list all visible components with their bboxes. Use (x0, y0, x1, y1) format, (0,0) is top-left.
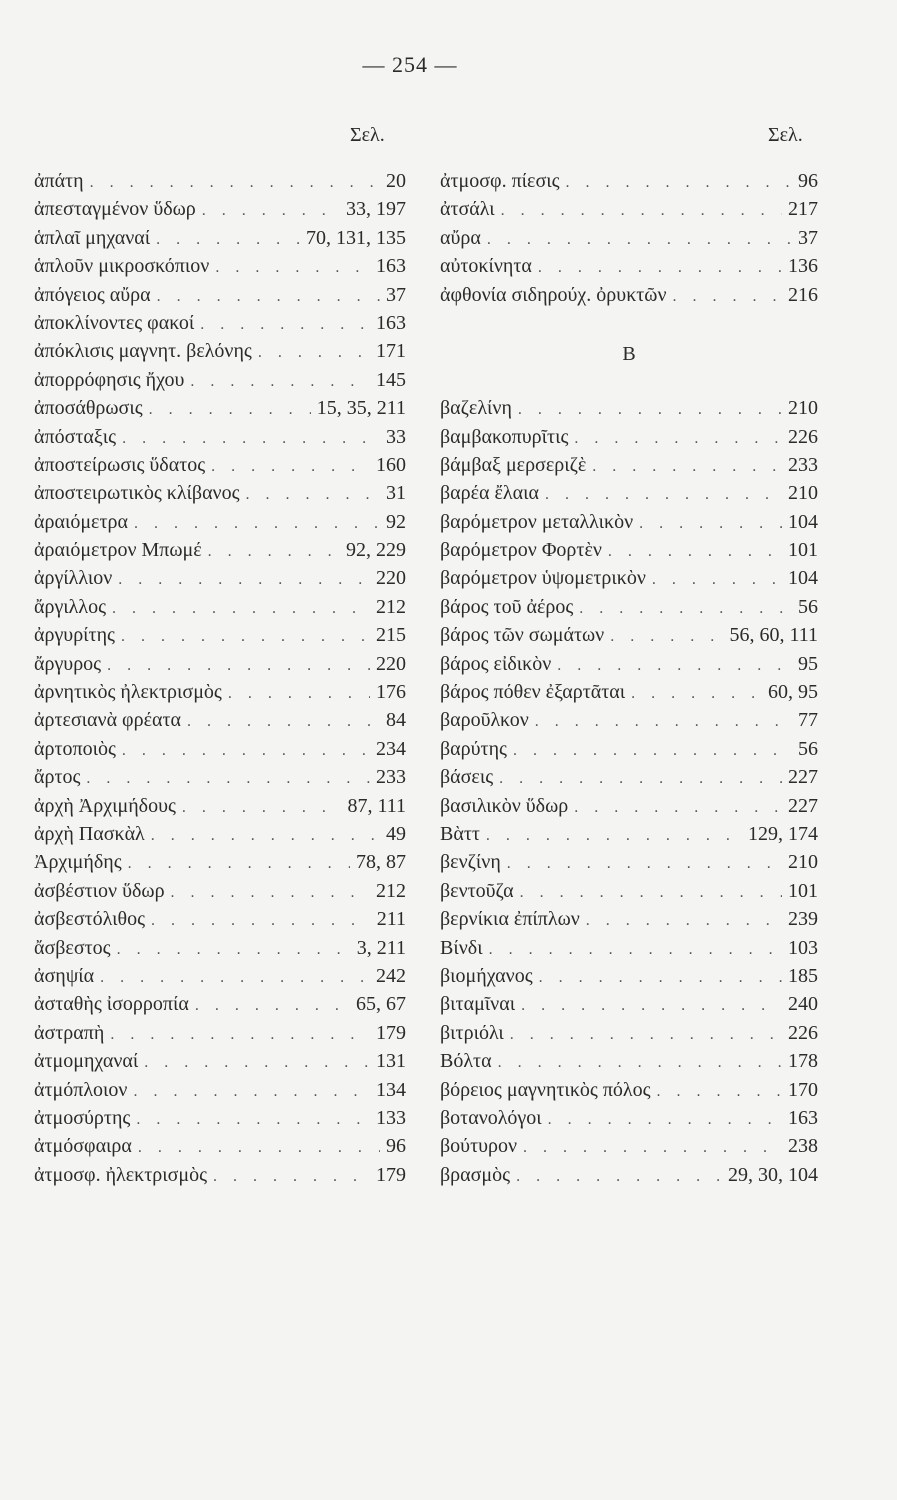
entry-pages: 163 (788, 1106, 818, 1129)
dot-leader (122, 742, 370, 760)
entry-pages: 33 (386, 425, 406, 448)
entry-pages: 233 (376, 766, 406, 789)
index-entry (34, 198, 406, 226)
dot-leader (516, 1168, 722, 1186)
dot-leader (117, 941, 351, 959)
entry-pages: 33, 197 (346, 198, 406, 221)
entry-pages: 210 (788, 397, 818, 420)
dot-leader (134, 515, 380, 533)
entry-pages: 60, 95 (768, 681, 818, 704)
entry-term: ἀποκλίνοντες φακοί (34, 311, 195, 334)
entry-term: ἁπλοῦν μικροσκόπιον (34, 255, 210, 278)
dot-leader (211, 458, 370, 476)
entry-pages: 131 (376, 1050, 406, 1073)
entry-term: βαζελίνη (440, 397, 512, 420)
index-entry (440, 284, 818, 312)
index-entry (440, 198, 818, 226)
index-entry (440, 567, 818, 595)
entry-term: ἀποσάθρωσις (34, 397, 143, 420)
dot-leader (513, 742, 792, 760)
entry-term: ἀπορρόφησις ἤχου (34, 368, 185, 391)
entry-term: βαρόμετρον μεταλλικὸν (440, 510, 634, 533)
dot-leader (523, 1139, 782, 1157)
right-column-header: Σελ. (768, 124, 803, 146)
dot-leader (107, 657, 370, 675)
index-entry (440, 1135, 818, 1163)
entry-pages: 185 (788, 964, 818, 987)
entry-pages: 216 (788, 283, 818, 306)
dot-leader (498, 1054, 782, 1072)
letter-heading-beta: Β (622, 343, 636, 366)
index-entry (440, 937, 818, 965)
index-entry (34, 937, 406, 965)
dot-leader (136, 1111, 370, 1129)
entry-pages: 78, 87 (356, 851, 406, 874)
dot-leader (182, 799, 342, 817)
entry-pages: 101 (788, 879, 818, 902)
entry-pages: 20 (386, 170, 406, 192)
dot-leader (521, 997, 782, 1015)
dot-leader (518, 401, 782, 419)
entry-term: ἄργυρος (34, 652, 102, 675)
index-entry (34, 1022, 406, 1050)
entry-term: ἀφθονία σιδηρούχ. ὀρυκτῶν (440, 283, 667, 306)
entry-term: Βόλτα (440, 1050, 492, 1073)
index-entry (440, 397, 818, 425)
entry-term: ἀραιόμετρον Μπωμέ (34, 539, 202, 562)
entry-pages: 37 (798, 226, 818, 249)
dot-leader (499, 770, 782, 788)
dot-leader (258, 344, 370, 362)
dot-leader (118, 571, 370, 589)
entry-pages: 56 (798, 737, 818, 760)
entry-term: ἀσβεστόλιθος (34, 908, 145, 931)
entry-pages: 227 (788, 794, 818, 817)
entry-term: ἀσβέστιον ὕδωρ (34, 879, 165, 902)
dot-leader (202, 202, 340, 220)
entry-pages: 49 (386, 822, 406, 845)
dot-leader (520, 884, 782, 902)
dot-leader (501, 202, 782, 220)
entry-pages: 145 (376, 368, 406, 391)
dot-leader (592, 458, 782, 476)
dot-leader (566, 174, 792, 192)
index-entry (440, 1079, 818, 1107)
entry-pages: 239 (788, 908, 818, 931)
index-entry (440, 482, 818, 510)
entry-term: βάρος τῶν σωμάτων (440, 624, 605, 647)
entry-term: βιτριόλι (440, 1021, 504, 1044)
entry-term: βοτανολόγοι (440, 1106, 542, 1129)
index-entry (440, 851, 818, 879)
index-entry (440, 1022, 818, 1050)
index-entry (34, 596, 406, 624)
entry-term: ἀρνητικὸς ἠλεκτρισμὸς (34, 681, 222, 704)
entry-term: Ἀρχιμήδης (34, 851, 122, 874)
entry-term: βιταμῖναι (440, 993, 516, 1016)
entry-term: βερνίκια ἐπίπλων (440, 908, 580, 931)
index-entry (440, 681, 818, 709)
index-entry (440, 965, 818, 993)
dot-leader (128, 855, 350, 873)
index-entry (34, 1135, 406, 1163)
index-entry (34, 709, 406, 737)
dot-leader (574, 430, 782, 448)
index-entry (34, 880, 406, 908)
dot-leader (486, 827, 742, 845)
right-index-column (440, 170, 818, 1192)
entry-term: ἁπλαῖ μηχαναί (34, 226, 151, 249)
index-entry (34, 227, 406, 255)
entry-term: Βίνδι (440, 936, 483, 959)
entry-pages: 217 (788, 198, 818, 221)
entry-term: ἀπόκλισις μαγνητ. βελόνης (34, 340, 252, 363)
index-entry (34, 738, 406, 766)
entry-pages: 178 (788, 1050, 818, 1073)
dot-leader (510, 1026, 782, 1044)
entry-pages: 104 (788, 567, 818, 590)
entry-pages: 226 (788, 425, 818, 448)
entry-pages: 227 (788, 766, 818, 789)
entry-pages: 133 (376, 1106, 406, 1129)
page-number: — 254 — (362, 52, 458, 77)
entry-pages: 96 (386, 1135, 406, 1158)
entry-term: βαρόμετρον Φορτὲν (440, 539, 602, 562)
dot-leader (652, 571, 782, 589)
dot-leader (215, 259, 370, 277)
entry-term: βρασμὸς (440, 1163, 511, 1186)
entry-pages: 220 (376, 652, 406, 675)
index-entry (440, 227, 818, 255)
entry-term: ἄσβεστος (34, 936, 111, 959)
index-entry (440, 766, 818, 794)
entry-pages: 211 (376, 908, 406, 931)
entry-term: ἀτμοσφ. ἠλεκτρισμὸς (34, 1163, 208, 1186)
entry-pages: 77 (798, 709, 818, 732)
entry-term: Βὰττ (440, 822, 480, 845)
index-entry (34, 340, 406, 368)
entry-pages: 238 (788, 1135, 818, 1158)
index-entry (440, 1107, 818, 1135)
index-entry (34, 624, 406, 652)
entry-term: βούτυρον (440, 1135, 518, 1158)
entry-pages: 179 (376, 1021, 406, 1044)
entry-pages: 233 (788, 453, 818, 476)
entry-pages: 215 (376, 624, 406, 647)
dot-leader (639, 515, 782, 533)
dot-leader (138, 1139, 380, 1157)
entry-pages: 96 (798, 170, 818, 192)
entry-term: ἀποστείρωσις ὕδατος (34, 453, 206, 476)
entry-pages: 56, 60, 111 (729, 624, 818, 647)
entry-term: βάρος πόθεν ἐξαρτᾶται (440, 681, 626, 704)
entry-term: ἀπεσταγμένον ὕδωρ (34, 198, 196, 221)
entry-term: βαροῦλκον (440, 709, 529, 732)
index-entry (440, 1050, 818, 1078)
entry-pages: 70, 131, 135 (306, 226, 406, 249)
dot-leader (112, 600, 370, 618)
entry-pages: 210 (788, 851, 818, 874)
dot-leader (156, 231, 300, 249)
entry-pages: 242 (376, 964, 406, 987)
entry-pages: 240 (788, 993, 818, 1016)
entry-term: ἀπάτη (34, 170, 84, 192)
entry-term: βενζίνη (440, 851, 501, 874)
dot-leader (610, 628, 723, 646)
dot-leader (208, 543, 340, 561)
index-entry (34, 965, 406, 993)
dot-leader (100, 969, 370, 987)
entry-pages: 179 (376, 1163, 406, 1186)
dot-leader (487, 231, 792, 249)
entry-term: ἀτμόσφαιρα (34, 1135, 132, 1158)
index-entry (34, 1164, 406, 1192)
entry-term: ἀτμόπλοιον (34, 1078, 128, 1101)
index-entry (440, 624, 818, 652)
dot-leader (579, 600, 792, 618)
index-entry (34, 795, 406, 823)
entry-term: ἀποστειρωτικὸς κλίβανος (34, 482, 240, 505)
entry-pages: 56 (798, 595, 818, 618)
entry-pages: 210 (788, 482, 818, 505)
entry-term: ἄργιλλος (34, 595, 106, 618)
entry-pages: 31 (386, 482, 406, 505)
index-entry (34, 170, 406, 198)
entry-term: ἀρχὴ Ἀρχιμήδους (34, 794, 176, 817)
entry-term: βεντοῦζα (440, 879, 514, 902)
entry-term: αὐτοκίνητα (440, 255, 532, 278)
entry-pages: 212 (376, 879, 406, 902)
entry-term: ἀτμοσφ. πίεσις (440, 170, 560, 192)
index-entry (34, 1107, 406, 1135)
index-entry (440, 823, 818, 851)
index-entry (34, 766, 406, 794)
entry-term: βιομήχανος (440, 964, 533, 987)
entry-pages: 220 (376, 567, 406, 590)
index-entry (34, 851, 406, 879)
index-entry (34, 823, 406, 851)
entry-pages: 95 (798, 652, 818, 675)
entry-term: βάσεις (440, 766, 494, 789)
index-entry (440, 795, 818, 823)
dot-leader (157, 288, 380, 306)
index-entry (34, 454, 406, 482)
dot-leader (538, 259, 782, 277)
index-entry (440, 596, 818, 624)
entry-pages: 87, 111 (347, 794, 406, 817)
entry-term: αὔρα (440, 226, 481, 249)
entry-pages: 101 (788, 539, 818, 562)
index-entry (440, 709, 818, 737)
entry-pages: 37 (386, 283, 406, 306)
entry-term: ἀρτεσιανὰ φρέατα (34, 709, 181, 732)
index-entry (440, 738, 818, 766)
dot-leader (213, 1168, 370, 1186)
entry-pages: 171 (376, 340, 406, 363)
entry-pages: 176 (376, 681, 406, 704)
index-entry (34, 539, 406, 567)
entry-term: ἀργίλλιον (34, 567, 113, 590)
dot-leader (151, 912, 371, 930)
entry-term: ἀσταθὴς ἰσορροπία (34, 993, 189, 1016)
index-entry (440, 539, 818, 567)
entry-pages: 226 (788, 1021, 818, 1044)
index-entry (34, 511, 406, 539)
entry-pages: 136 (788, 255, 818, 278)
dot-leader (657, 1083, 782, 1101)
index-entry (34, 993, 406, 1021)
index-entry (34, 397, 406, 425)
entry-term: ἀπόγειος αὔρα (34, 283, 151, 306)
entry-term: βάρος εἰδικὸν (440, 652, 552, 675)
entry-term: βασιλικὸν ὕδωρ (440, 794, 569, 817)
dot-leader (535, 713, 792, 731)
entry-term: ἀρτοποιὸς (34, 737, 116, 760)
entry-pages: 160 (376, 453, 406, 476)
entry-pages: 84 (386, 709, 406, 732)
entry-pages: 104 (788, 510, 818, 533)
blank-line (440, 312, 818, 340)
dot-leader (608, 543, 782, 561)
entry-term: βαμβακοπυρῖτις (440, 425, 569, 448)
index-entry (440, 255, 818, 283)
dot-leader (90, 174, 380, 192)
index-entry (34, 1079, 406, 1107)
entry-pages: 234 (376, 737, 406, 760)
index-entry (34, 426, 406, 454)
dot-leader (133, 1083, 370, 1101)
index-entry (34, 908, 406, 936)
index-entry (440, 1164, 818, 1192)
index-entry (440, 880, 818, 908)
index-entry (440, 653, 818, 681)
entry-term: ἀστραπὴ (34, 1021, 105, 1044)
dot-leader (507, 855, 782, 873)
dot-leader (144, 1054, 370, 1072)
entry-term: ἀπόσταξις (34, 425, 117, 448)
left-index-column (34, 170, 406, 1192)
index-entry (34, 1050, 406, 1078)
index-entry (34, 482, 406, 510)
left-column-header: Σελ. (350, 124, 385, 146)
index-entry (34, 369, 406, 397)
entry-pages: 163 (376, 311, 406, 334)
entry-term: ἀραιόμετρα (34, 510, 128, 533)
index-entry (440, 170, 818, 198)
dot-leader (149, 401, 311, 419)
index-entry (34, 255, 406, 283)
entry-term: βαρέα ἔλαια (440, 482, 539, 505)
entry-term: ἀτσάλι (440, 198, 495, 221)
dot-leader (110, 1026, 370, 1044)
entry-pages: 65, 67 (356, 993, 406, 1016)
index-entry (440, 511, 818, 539)
dot-leader (195, 997, 350, 1015)
dot-leader (246, 486, 380, 504)
dot-leader (548, 1111, 782, 1129)
dot-leader (200, 316, 370, 334)
index-entry (34, 567, 406, 595)
index-entry (440, 454, 818, 482)
entry-pages: 15, 35, 211 (316, 397, 406, 420)
index-entry (34, 681, 406, 709)
entry-term: ἀτμομηχαναί (34, 1050, 139, 1073)
entry-term: ἄρτος (34, 766, 81, 789)
dot-leader (151, 827, 380, 845)
entry-term: βάμβαξ μερσεριζὲ (440, 453, 587, 476)
index-entry (34, 653, 406, 681)
entry-pages: 103 (788, 936, 818, 959)
dot-leader (586, 912, 782, 930)
dot-leader (187, 713, 380, 731)
dot-leader (539, 969, 782, 987)
entry-term: ἀρχὴ Πασκὰλ (34, 822, 145, 845)
entry-term: ἀσηψία (34, 964, 95, 987)
dot-leader (171, 884, 370, 902)
entry-term: βόρειος μαγνητικὸς πόλος (440, 1078, 651, 1101)
entry-pages: 3, 211 (356, 936, 406, 959)
index-entry (440, 908, 818, 936)
entry-term: βάρος τοῦ ἀέρος (440, 595, 574, 618)
index-entry (34, 312, 406, 340)
dot-leader (574, 799, 782, 817)
entry-term: βαρύτης (440, 737, 507, 760)
entry-pages: 92, 229 (346, 539, 406, 562)
entry-pages: 129, 174 (748, 822, 818, 845)
dot-leader (86, 770, 370, 788)
blank-line (440, 369, 818, 397)
dot-leader (631, 685, 762, 703)
dot-leader (228, 685, 370, 703)
entry-pages: 163 (376, 255, 406, 278)
entry-pages: 212 (376, 595, 406, 618)
dot-leader (121, 628, 370, 646)
entry-term: ἀργυρίτης (34, 624, 115, 647)
index-entry (440, 993, 818, 1021)
dot-leader (122, 430, 380, 448)
dot-leader (489, 941, 782, 959)
entry-pages: 92 (386, 510, 406, 533)
dot-leader (673, 288, 782, 306)
entry-pages: 170 (788, 1078, 818, 1101)
entry-pages: 29, 30, 104 (728, 1163, 818, 1186)
entry-term: ἀτμοσύρτης (34, 1106, 131, 1129)
index-entry (440, 426, 818, 454)
entry-term: βαρόμετρον ὑψομετρικὸν (440, 567, 646, 590)
dot-leader (190, 373, 370, 391)
dot-leader (545, 486, 782, 504)
index-entry (34, 284, 406, 312)
entry-pages: 134 (376, 1078, 406, 1101)
dot-leader (557, 657, 792, 675)
